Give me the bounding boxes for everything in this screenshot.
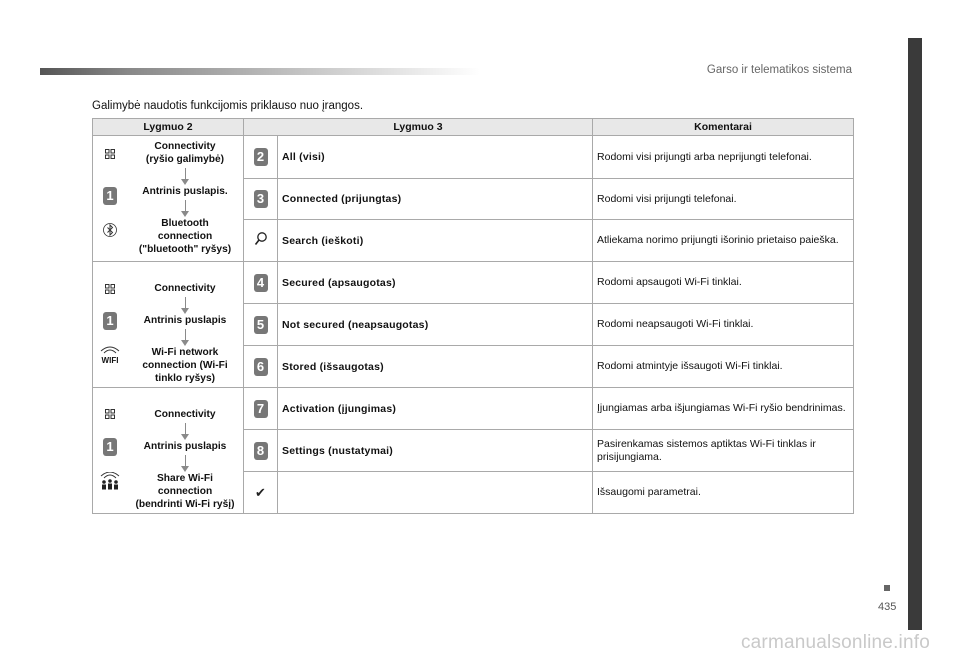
table-row [93,136,854,179]
flow-step-connectivity: Connectivity (ryšio galimybė) [145,141,225,165]
flow-arrow [185,200,186,212]
flow-step-wifi: Wi-Fi network connection (Wi-Fi tinklo ryšys) [142,347,228,384]
page-marker [884,585,890,591]
header-comments: Komentarai [593,119,854,136]
level3-not-secured: Not secured (neapsaugotas) [278,304,593,346]
callout-badge: 1 [103,187,117,205]
callout-badge: 4 [254,274,268,292]
right-edge-bar [908,38,922,630]
comment-settings: Pasirenkamas sistemos aptiktas Wi-Fi tinklas ir prisijungiama. [593,430,854,472]
callout-badge: 1 [103,312,117,330]
table-row [93,262,854,304]
level3-connected: Connected (prijungtas) [278,179,593,220]
page-header-title: Garso ir telematikos sistema [706,64,852,76]
flow-step-share-wifi: Share Wi-Fi connection (bendrinti Wi-Fi ryšį) [135,473,235,510]
callout-badge: 1 [103,438,117,456]
callout-badge: 3 [254,190,268,208]
intro-text: Galimybė naudotis funkcijomis priklauso nuo įrangos. [92,100,364,112]
comment-save: Išsaugomi parametrai. [593,472,854,514]
menu-grid-icon [93,284,127,297]
menu-grid-icon [93,409,127,422]
callout-badge: 6 [254,358,268,376]
settings-table [92,118,854,514]
comment-search: Atliekama norimo prijungti išorinio prietaiso paieška. [593,220,854,262]
level3-secured: Secured (apsaugotas) [278,262,593,304]
menu-grid-icon [93,149,127,162]
level3-search: Search (ieškoti) [278,220,593,262]
callout-badge: 8 [254,442,268,460]
level3-stored: Stored (išsaugotas) [278,346,593,388]
share-wifi-icon [93,472,127,493]
comment-activation: Įjungiamas arba išjungiamas Wi-Fi ryšio bendrinimas. [593,388,854,430]
wifi-icon [93,346,127,365]
level3-empty [278,472,593,514]
flow-step-connectivity: Connectivity [154,283,216,294]
comment-stored: Rodomi atmintyje išsaugoti Wi-Fi tinklai. [593,346,854,388]
comment-not-secured: Rodomi neapsaugoti Wi-Fi tinklai. [593,304,854,346]
callout-badge: 2 [254,148,268,166]
page-number: 435 [878,601,897,613]
wifi-label: WIFI [101,356,119,365]
header-gradient-bar [40,68,480,75]
flow-step-subpage: Antrinis puslapis. [142,186,228,197]
flow-step-subpage: Antrinis puslapis [143,441,227,452]
flow-arrow [185,329,186,341]
flow-step-bluetooth: Bluetooth connection ("bluetooth" ryšys) [138,218,232,255]
callout-badge: 7 [254,400,268,418]
nav-cell-wifi [93,262,244,388]
level3-settings: Settings (nustatymai) [278,430,593,472]
flow-arrow [185,455,186,467]
nav-cell-share-wifi [93,388,244,514]
flow-arrow [185,297,186,309]
search-icon [244,220,278,262]
table-row [93,388,854,430]
header-level3: Lygmuo 3 [244,119,593,136]
checkmark-icon: ✔ [244,472,278,514]
level3-activation: Activation (įjungimas) [278,388,593,430]
comment-all: Rodomi visi prijungti arba neprijungti telefonai. [593,136,854,179]
flow-step-connectivity: Connectivity [154,409,216,420]
comment-secured: Rodomi apsaugoti Wi-Fi tinklai. [593,262,854,304]
flow-arrow [185,423,186,435]
callout-badge: 5 [254,316,268,334]
flow-step-subpage: Antrinis puslapis [143,315,227,326]
watermark: carmanualsonline.info [740,632,930,653]
bluetooth-icon [93,222,127,241]
comment-connected: Rodomi visi prijungti telefonai. [593,179,854,220]
level3-all: All (visi) [278,136,593,179]
nav-cell-bluetooth [93,136,244,262]
table-header-row [93,119,854,136]
flow-arrow [185,168,186,180]
header-level2: Lygmuo 2 [93,119,244,136]
